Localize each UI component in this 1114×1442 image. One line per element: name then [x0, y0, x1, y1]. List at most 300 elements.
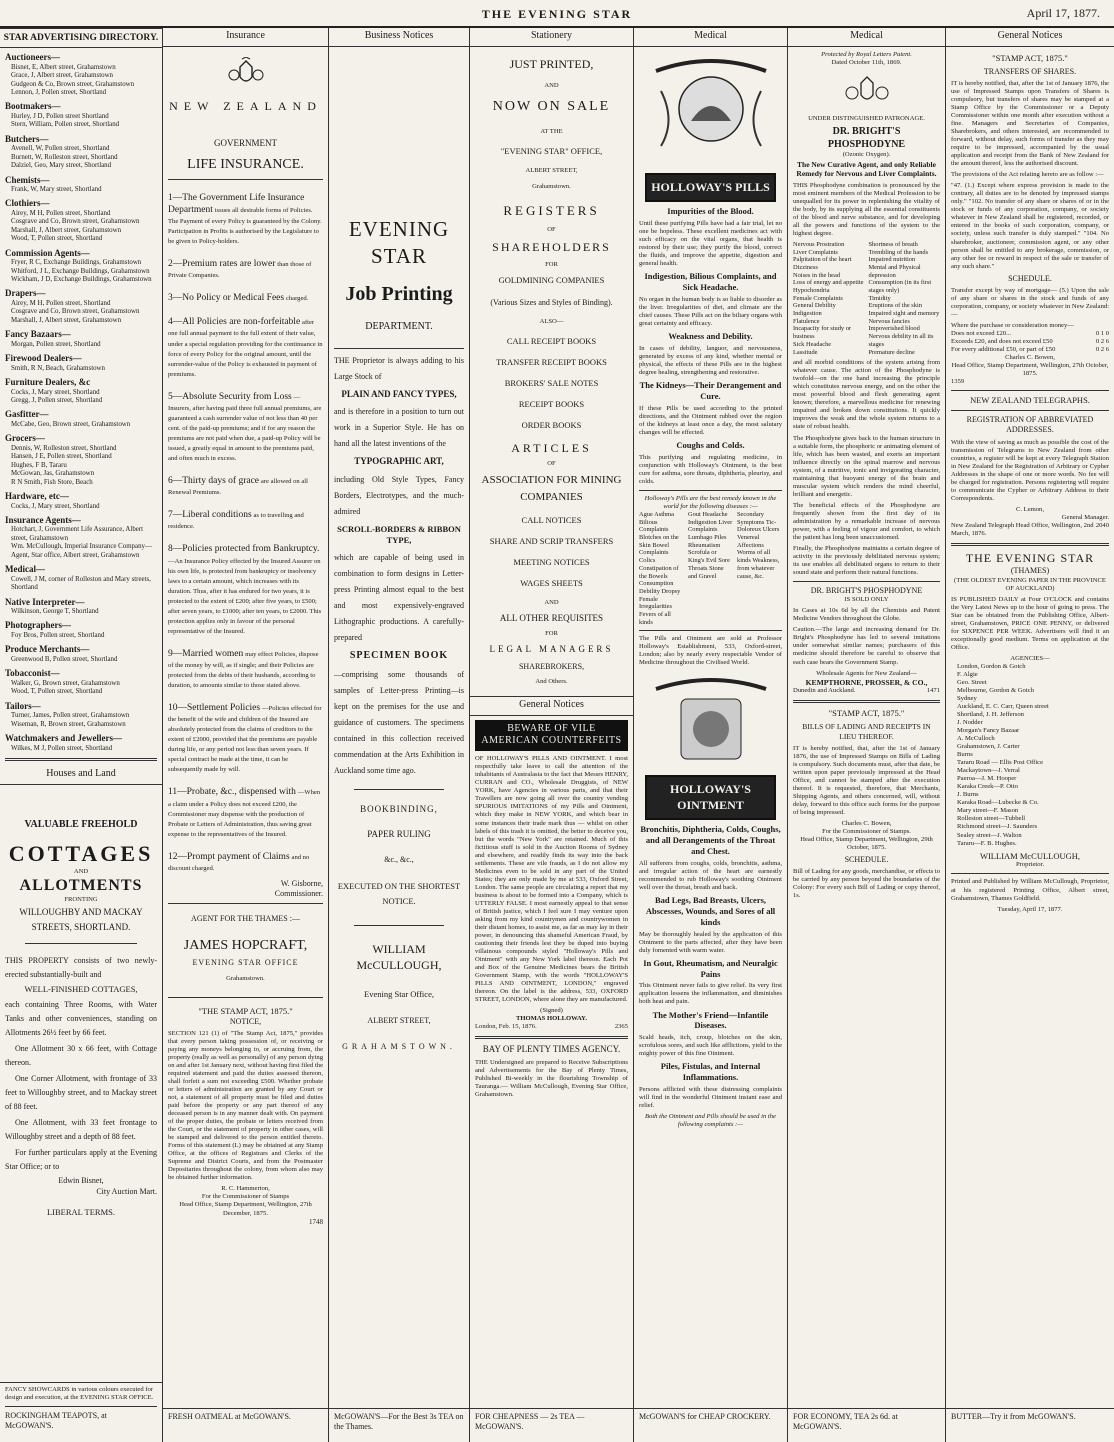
medical1-footer: [634, 1408, 787, 1442]
gn-office: Head Office, Stamp Department, Wellington, 27th October, 1875.: [951, 362, 1109, 378]
insurance-item-title: 9—Married women: [168, 648, 244, 659]
directory-category: Watchmakers and Jewellers—: [5, 733, 122, 744]
st-grahamstown: Grahamstown.: [532, 183, 571, 191]
holloway-number: 2365: [614, 1023, 628, 1031]
stamp-number: 1748: [309, 1217, 323, 1226]
symptom-item: Shortness of breath: [868, 240, 918, 248]
kidneys-body: If these Pills be used according to the printed directions, and the Ointment rubbed over the region of the kidneys at least once a day, the most salutary changes will be effected.: [639, 404, 782, 436]
symptom-item: Nervous Prostration: [793, 240, 845, 248]
gn-number: 1359: [951, 378, 965, 386]
directory-category: Bootmakers—: [5, 101, 61, 112]
masthead-title: THE EVENING STAR: [481, 7, 633, 21]
now-on-sale: NOW ON SALE: [492, 99, 611, 115]
directory-entry: Wilkinson, George T, Shortland: [11, 608, 99, 616]
valuable-heading: VALUABLE FREEHOLD: [24, 818, 138, 830]
es-title: THE EVENING STAR: [965, 550, 1095, 565]
st-eso: "EVENING STAR" OFFICE,: [500, 146, 603, 157]
property-text-2: each containing Three Rooms, with Water Tanks and other conveniences, standing on Allotments 26½ feet by 66 feet.: [5, 1000, 157, 1037]
symptom-item: Eruptions of the skin: [868, 302, 922, 310]
thames-label: (THAMES): [1010, 566, 1050, 576]
holloway-pills-emblem-icon: [641, 51, 781, 171]
st-for-2: FOR: [545, 630, 558, 638]
both-caption: Both the Ointment and Pills should be used in the following complaints :—: [645, 1113, 776, 1129]
agency-item: Karaka Creek—P. Otto: [957, 783, 1018, 791]
business-albert: ALBERT STREET,: [367, 1015, 431, 1025]
general-column: [946, 28, 1114, 1442]
insurance-item-text: after one full annual payment to the full extent of their value, under a special regulation providing for the continuance in force of every Policy for the original amount, until the surrender-value of the Policy is exhausted in payment of premiums.: [168, 319, 323, 378]
bookbinding: BOOKBINDING,: [360, 803, 438, 814]
st-and-1: AND: [544, 82, 559, 90]
directory-category: Commission Agents—: [5, 247, 90, 258]
footer-ad-tea: McGOWAN'S—For the Best 3s TEA on the Thames.: [334, 1412, 464, 1431]
directory-category: Medical—: [5, 564, 45, 575]
stationery-list-2: [475, 515, 628, 589]
hammerton-role: For the Commissioner of Stamps: [201, 1193, 290, 1201]
directory-entry: Gregg, J, Pollen street, Shortland: [11, 397, 103, 405]
specimen-text: —comprising some thousands of samples of Letter-press Printing—is kept on the premises for the use and guidance of customers. The specimens contained in this collection received commendation at the Arts Exhibition in Auckland some time ago.: [334, 669, 464, 775]
insurance-item-title: 10—Settlement Policies: [168, 703, 261, 714]
diseases-col-3: Secondary Symptoms Tic-Doloreux Ulcers Venereal Affections Worms of all kinds Weakness, from whatever cause, &c.: [737, 511, 780, 580]
gn-stamp-act: "STAMP ACT, 1875.": [992, 52, 1068, 63]
registration-body: With the view of saving as much as possible the cost of the transmission of Telegrams to New Zealand from other countries, a register will be kept at every Telegraph Station in New Zealand for the Registration of Arbitrary or Cypher Addresses in the shape of one or more words. No fee will be charged for registration. Persons registering will require to communicate the Cypher or Arbitrary Address to their Correspondents.: [951, 438, 1109, 502]
agency-item: F. Algie: [957, 670, 978, 678]
insurance-item: [168, 292, 323, 304]
agency-item: Shortland, J. H. Jefferson: [957, 711, 1024, 719]
impurities-heading: Impurities of the Blood.: [667, 206, 754, 217]
kempthorne-number: 1471: [926, 687, 940, 695]
stationery-list-item: CALL NOTICES: [521, 515, 582, 526]
directory-entry: Foy Bros, Pollen street, Shortland: [11, 631, 105, 639]
price-text: In Cases at 10s 6d by all the Chemists and Patent Medicine Vendors throughout the Globe.: [793, 607, 940, 623]
st-and-2: AND: [544, 598, 559, 606]
symptom-item: Flatulence: [793, 317, 820, 325]
symptom-item: Premature decline: [868, 348, 915, 356]
directory-category: Furniture Dealers, &c: [5, 377, 91, 388]
stationery-list-item: ORDER BOOKS: [521, 419, 582, 430]
symptoms-col-1: [793, 241, 865, 356]
department-heading: DEPARTMENT.: [365, 321, 433, 333]
insurance-item-text: than those of Private Companies.: [168, 260, 312, 280]
stationery-list-item: MEETING NOTICES: [513, 556, 590, 567]
agency-item: Auckland, E. C. Carr, Queen street: [957, 703, 1049, 711]
phos-body-2: and all morbid conditions of the system arising from whatever cause. The action of the Phosphodyne is twofold—on the one hand increasing the principle which constitutes nervous energy, and on the other the most powerful blood and flesh generating agent known; therefore, a marvellous medicine for renewing impaired and broken down constitutions. It quickly improves the weak and the whole system returns to a state of robust health.: [793, 359, 940, 431]
royal-crest-icon: [842, 71, 892, 111]
symptom-item: Timidity: [868, 294, 891, 302]
diseases-col-2: Gout Headache Indigestion Liver Complaints Lumbago Piles Rheumatism Scrofula or King's Evil Sore Throats Stone and Gravel: [688, 511, 733, 580]
property-text: THIS PROPERTY consists of two newly-erected substantially-built and: [5, 956, 157, 979]
gn-schedule: SCHEDULE.: [1008, 273, 1052, 283]
directory-category: Chemists—: [5, 174, 50, 185]
other-requisites: ALL OTHER REQUISITES: [499, 612, 604, 623]
protected-label: Protected by Royal Letters Patent.: [821, 50, 912, 58]
sold-only: IS SOLD ONLY: [844, 596, 889, 604]
job-printing-heading: Job Printing: [345, 282, 453, 305]
symptom-item: Hypochondria: [793, 287, 830, 295]
holloways-ointment-banner: HOLLOWAY'S OINTMENT: [645, 775, 776, 820]
directory-entry: Wm. McCullough, Imperial Insurance Company—Agent, Star office, Albert street, Grahamstown: [11, 543, 152, 559]
dated-label: Dated October 11th, 1869.: [831, 58, 902, 66]
insurance-item-text: charged.: [285, 295, 309, 303]
directory-entry: Greenwood B, Pollen street, Shortland: [11, 655, 118, 663]
bronchitis-body: All sufferers from coughs, colds, bronchitis, asthma, and irregular action of the heart are earnestly recommended to rub Holloway's soothing Ointment well over the throat, breath and back.: [639, 859, 782, 891]
insurance-column: [163, 28, 329, 1442]
fronting-label: FRONTING: [64, 896, 98, 904]
columns: [0, 28, 1114, 1442]
registration-heading: REGISTRATION OF ABBREVIATED ADDRESSES.: [966, 415, 1094, 435]
bronchitis-heading: Bronchitis, Diphtheria, Colds, Coughs, and all Derangements of the Throat and Chest.: [640, 824, 781, 856]
mccullough-name: WILLIAM McCULLOUGH,: [356, 942, 442, 972]
insurance-item: [168, 316, 323, 378]
insurance-item-text: —Policies effected for the benefit of the wife and children of the Insured are absolutely protected from the claims of creditors to the extent of £2000, provided that the premiums are payable during life, or any period not less than seven years. If special contract be made at the time, it can be subsequently made by will.: [168, 705, 322, 774]
insurance-item: [168, 786, 323, 838]
agent-label: AGENT FOR THE THAMES :—: [191, 914, 300, 924]
business-grahamstown: GRAHAMSTOWN.: [342, 1042, 456, 1052]
insurance-item: [168, 475, 323, 497]
directory-category: Native Interpreter—: [5, 596, 85, 607]
agency-item: Sealey street—J. Walton: [957, 831, 1022, 839]
business-eso: Evening Star Office,: [364, 989, 434, 1000]
transfers-body-1: IT is hereby notified, that, after the 1st of January 1876, the use of Impressed Stamps upon Transfers of Shares is compulsory, but transfers of shares may be stamped at a Stamp Office by the Commissioner or a Deputy Commissioner within one month after execution without a fine. Managers and Secretaries of Companies, Sharebrokers, and others interested, are recommended to forward, without delay, such forms of transfer as they may require to be impressed, accompanied by the usual application and receipt from the Bank of New Zealand for the amount thereof, less the authorised discount.: [951, 79, 1109, 168]
allotments-heading: ALLOTMENTS: [19, 876, 143, 894]
directory-category: Gasfitter—: [5, 409, 49, 420]
directory-footer: [0, 1382, 162, 1442]
insurance-item-text: —When a claim under a Policy does not exceed £200, the Commissioner may dispense with the production of Probate or Letters of Administration, thus saving great expense to the representatives of the Insured.: [168, 789, 321, 838]
shareholders-heading: SHAREHOLDERS: [492, 239, 611, 254]
impurities-body: Until these purifying Pills have had a fair trial, let no one be hopeless. These excellent medicines act with such efficacy on the vital organs, that health is restored by their use; they purify the blood, correct the fluids, and improve the appetite, digestion and general health.: [639, 220, 782, 268]
agency-item: Paeroa—J. M. Hooper: [957, 775, 1017, 783]
paper-ruling: PAPER RULING: [367, 829, 431, 840]
remedy-caption: Holloway's Pills are the best remedy known in the world for the following diseases :—: [644, 494, 777, 510]
piles-heading: Piles, Fistulas, and Internal Inflammations.: [660, 1061, 761, 1083]
insurance-item-title: 8—Policies protected from Bankruptcy.: [168, 544, 320, 555]
directory-entry: Hotchart, J, Government Life Assurance, Albert street, Grahamstown: [11, 526, 144, 542]
fee-label: For every additional £50, or part of £50: [951, 346, 1056, 354]
agents-label: Wholesale Agents for New Zealand—: [816, 669, 917, 677]
directory-entry: Whitford, J L, Exchange Buildings, Grahamstown: [11, 267, 150, 275]
where-label: Where the purchase or consideration money—: [951, 321, 1074, 329]
directory-entry: Grace, J, Albert street, Grahamstown: [11, 72, 113, 80]
agencies-list: [951, 663, 1109, 848]
property-text-4: One Corner Allotment, with frontage of 33 feet to Willoughby street, and to Mackay street of 88 feet.: [5, 1074, 157, 1111]
directory-entry: Walker, G, Brown street, Grahamstown: [11, 679, 120, 687]
stationery-list-item: CALL RECEIPT BOOKS: [506, 336, 597, 347]
agency-item: Geo. Street: [957, 678, 987, 686]
diseases-col-1: Ague Asthma Bilious Complaints Blotches on the Skin Bowel Complaints Colics Constipation of the Bowels Consumption Debility Dropsy Female Irregularities Fevers of all kinds: [639, 511, 681, 626]
notice-label: NOTICE,: [229, 1016, 262, 1026]
directory-category: Photographers—: [5, 620, 71, 631]
holloway-notice: OF HOLLOWAY'S PILLS AND OINTMENT. I most respectfully take leave to call the attention of the inhabitants of Australasia to the fact that Messrs HENRY, CURRAN and CO., Wholesale Druggists, of NEW YORK, have Agencies in various parts, and that their Travellers are now going all over the country vending SPURIOUS IMITATIONS of my Pills and Ointment, which they make in NEW YORK, and which bear in some instances their trade mark thus — whilst on other labels of this trash it is omitted, the better to deceive you, but the words "New York" are retained. Much of this fictitious stuff is sold in the Auction Rooms of Sydney and elsewhere, and readily finds its way into the back settlements. These are vile frauds, as I do not allow my Medicines even to be sold in any part of the United States; they are only made by me at 533, Oxford Street, London. The same people are circulating a report that my business is about to be formed into a Company, which is UTTERLY FALSE. I most earnestly appeal to that sense of British justice, which I feel sure I may venture upon asking from my kind countrymen and countrywomen in their distant homes, to assist me, as far as may lay in their power, in denouncing this shameful American Fraud, by cautioning their friends lest they be duped into buying villainous compounds styled "Holloway's Pills and Ointment" with any New York label thereon. Each Pot and Box of the Genuine Medicines bears the British Government Stamp, with the words "HOLLOWAY'S PILLS AND OINTMENT, LONDON," engraved thereon. On the label is the address, 533, OXFORD STREET, LONDON, where alone they are manufactured.: [475, 755, 628, 1004]
well-finished-label: WELL-FINISHED COTTAGES,: [24, 984, 138, 995]
directory-list: [5, 52, 157, 753]
at-the: AT THE: [540, 128, 563, 136]
streets-line-2: STREETS, SHORTLAND.: [31, 921, 131, 932]
directory-entry: Stern, William, Pollen street, Shortland: [11, 121, 120, 129]
directory-category: Drapers—: [5, 288, 46, 299]
insurance-item-title: 11—Probate, &c., dispensed with: [168, 787, 296, 798]
medical2-footer: [788, 1408, 945, 1442]
symptom-item: Noises in the head: [793, 271, 841, 279]
streets-line-1: WILLOUGHBY AND MACKAY: [19, 907, 143, 918]
nz-heading: NEW ZEALAND: [169, 98, 322, 113]
symptoms-table: [793, 241, 940, 356]
bills-heading: BILLS OF LADING AND RECEIPTS IN LIEU THEREOF.: [802, 722, 931, 741]
stamp-act-2: "STAMP ACT, 1875.": [828, 708, 905, 719]
symptom-item: Dizziness: [793, 263, 818, 271]
directory-category: Fancy Bazaars—: [5, 329, 71, 340]
medical-header-1: Medical: [634, 28, 787, 47]
coughs-body: This purifying and regulating medicine, in conjunction with Holloway's Ointment, is the best cure for asthma, sore throats, diphtheria, pleurisy, and colds.: [639, 453, 782, 485]
insurance-item-text: —An Insurance Policy effected by the Insured Assurer on his own life, is protected from bankruptcy or insolvency laws to a certain amount, which increases with its duration. Thus, after it has endured for two years, it is protected to the extent of £200; after five years, to £500; after seven years, to £1000; after ten years, to £2000. This protection applies only in favour of the personal representative of the Insured.: [168, 557, 322, 635]
for-label: FOR: [545, 261, 558, 269]
agencies-heading: AGENCIES—: [1010, 654, 1050, 662]
footer-ad-cheapness: FOR CHEAPNESS — 2s TEA — McGOWAN'S.: [475, 1412, 585, 1431]
gn-mccullough: WILLIAM McCULLOUGH,: [979, 850, 1081, 861]
agency-item: J. Burns: [957, 791, 979, 799]
directory-category: Hardware, etc—: [5, 491, 69, 501]
printed-by: Printed and Published by William McCullough, Proprietor, at his registered Printing Office, Albert street, Grahamstown, Thames Goldfield.: [951, 878, 1109, 902]
agency-item: Burns: [957, 751, 973, 759]
directory-entry: Airey, M H, Pollen street, Shortland: [11, 299, 111, 307]
insurance-footer: [163, 1408, 328, 1442]
insurance-item: [168, 258, 323, 280]
directory-entry: Cocks, J, Mary street, Shortland: [11, 502, 100, 510]
directory-category: Produce Merchants—: [5, 644, 90, 655]
directory-category: Clothiers—: [5, 198, 50, 209]
directory-entry: Wickham, J D, Exchange Buildings, Grahamstown: [11, 276, 152, 283]
hammerton-sig: R. C. Hammerton,: [221, 1185, 270, 1193]
gn-schedule-body: Transfer except by way of mortgage— (5.) Upon the sale of any share or shares in the stock and funds of any corporation, company, or society whatever in New Zealand:—: [951, 286, 1109, 318]
agency-item: Tararu—F. B. Hughes.: [957, 839, 1017, 847]
bop-body: THE Undersigned are prepared to Receive Subscriptions and Advertisements for the Bay of Plenty Times, Published Bi-weekly in the flourishing Township of Tauranga.— William McCullough, Evening Star Office, Grahamstown.: [475, 1058, 628, 1098]
business-footer: [329, 1408, 469, 1442]
directory-entry: Wood, T, Pollen street, Shortland: [11, 688, 103, 696]
phos-body-3: The Phosphodyne gives back to the human structure in a suitable form, the phosphoric or animating element of life, which has been wasted, and exerts an important influence directly on the spinal marrow and nervous system, of a nutritive, tonic and invigorating character, maintaining that buoyant energy of the brain and muscular system which renders the mind cheerful, brilliant and energetic.: [793, 434, 940, 498]
footer-ad-teapots: ROCKINGHAM TEAPOTS, at McGOWAN'S.: [5, 1411, 107, 1430]
insurance-item-title: 2—Premium rates are lower: [168, 258, 276, 269]
footer-ad-crockery: McGOWAN'S for CHEAP CROCKERY.: [639, 1412, 771, 1421]
commissioner-role: Commissioner.: [274, 889, 323, 899]
insurance-item-text: are allowed on all Renewal Premiums.: [168, 477, 308, 497]
fee-amount: 0 2 6: [1095, 338, 1109, 346]
auction-mart: City Auction Mart.: [96, 1186, 157, 1196]
directory-entry: Smith, R N, Beach, Grahamstown: [11, 364, 105, 372]
houses-header: Houses and Land: [0, 766, 162, 785]
phosphodyne-heading: DR. BRIGHT'S PHOSPHODYNE: [827, 125, 906, 150]
symptom-item: Nervous debility in all its stages: [868, 333, 934, 348]
holloway-date: London, Feb. 15, 1876.: [475, 1023, 537, 1031]
fee-row: [951, 346, 1109, 354]
agency-item: A. McCulloch: [957, 735, 995, 743]
directory-entry: Wiseman, R, Brown street, Grahamstown: [11, 720, 126, 728]
masthead: [0, 0, 1114, 28]
symptom-item: Indigestion: [793, 310, 822, 318]
also-label: ALSO—: [539, 318, 564, 326]
property-text-6: For further particulars apply at the Evening Star Office; or to: [5, 1148, 157, 1171]
bills-schedule-body: Bill of Lading for any goods, merchandise, or effects to be carried by any person beyond the boundaries of the Colony: For every such Bill of Lading or copy thereof, 1s.: [793, 868, 940, 900]
registers-heading: REGISTERS: [503, 203, 600, 219]
insurance-item-text: as to travelling and residence.: [168, 512, 304, 531]
beware-line-2: AMERICAN COUNTERFEITS: [481, 735, 622, 747]
directory-category: Tailors—: [5, 700, 41, 711]
medical-header-2: Medical: [788, 28, 945, 47]
diseases-table: [639, 511, 782, 626]
stationery-list-item: TRANSFER RECEIPT BOOKS: [496, 357, 607, 368]
evening-star-heading: EVENING STAR: [348, 216, 450, 268]
insurance-items: [168, 192, 323, 873]
directory-category: Grocers—: [5, 433, 45, 444]
coat-of-arms-icon: [226, 57, 266, 89]
specimen-book: SPECIMEN BOOK: [349, 649, 449, 661]
bad-legs-body: May be thoroughly healed by the application of this Ointment to the parts affected, after they have been duly fomented with warm water.: [639, 930, 782, 954]
insurance-item: [168, 391, 323, 463]
directory-entry: Marshall, J, Albert street, Grahamstown: [11, 226, 122, 234]
kidneys-heading: The Kidneys—Their Derangement and Cure.: [639, 380, 782, 401]
directory-entry: Airey, M H, Pollen street, Shortland: [11, 209, 111, 217]
directory-category: Butchers—: [5, 133, 49, 144]
directory-entry: Hurley, J D, Pollen street Shortland: [11, 112, 109, 120]
directory-entry: Fryer, R C, Exchange Buildings, Grahamstown: [11, 259, 142, 267]
liberal-terms: LIBERAL TERMS.: [46, 1206, 115, 1217]
life-insurance-heading: LIFE INSURANCE.: [168, 156, 323, 180]
insurance-item: [168, 192, 323, 246]
agency-item: Karaka Road—Lubecke & Co.: [957, 799, 1039, 807]
agency-item: Mary street—F. Mason: [957, 807, 1019, 815]
property-text-5: One Allotment, with 33 feet frontage to Willoughby street and a depth of 88 feet.: [5, 1118, 157, 1141]
property-text-3: One Allotment 30 x 66 feet, with Cottage thereon.: [5, 1044, 157, 1067]
insurance-item-title: 4—All Policies are non-forfeitable: [168, 317, 301, 328]
insurance-item: [168, 851, 323, 873]
st-albert: ALBERT STREET,: [525, 167, 578, 174]
directory-category: Insurance Agents—: [5, 514, 81, 525]
directory-entry: Gudgeon & Co, Brown street, Grahamstown: [11, 80, 135, 88]
symptom-item: Impoverished blood: [868, 325, 920, 333]
issue-date: Tuesday, April 17, 1877.: [997, 905, 1063, 913]
bop-heading: BAY OF PLENTY TIMES AGENCY.: [482, 1044, 621, 1055]
symptom-item: General Debility: [793, 302, 836, 310]
directory-entry: Cocks, J, Mary street, Shortland: [11, 388, 100, 396]
directory-entry: Wilkes, M J, Pollen street, Shortland: [11, 744, 113, 752]
plain-types: PLAIN AND FANCY TYPES,: [341, 388, 457, 399]
insurance-item-title: 12—Prompt payment of Claims: [168, 851, 290, 862]
gisborne-signature: W. Gisborne,: [280, 878, 323, 888]
association-heading: ASSOCIATION FOR MINING COMPANIES: [481, 474, 622, 503]
weakness-body: In cases of debility, languor, and nervousness, generated by excess of any kind, whether mental or physical, the effects of these Pills are in the highest degree healing, strengthening and restorative.: [639, 344, 782, 377]
beware-banner: [475, 720, 628, 752]
fee-amount: 0 2 6: [1095, 346, 1109, 354]
directory-category: Tobacconist—: [5, 668, 60, 679]
footer-ad-oatmeal: FRESH OATMEAL at McGOWAN'S.: [168, 1412, 291, 1421]
sold-heading: DR. BRIGHT'S PHOSPHODYNE: [810, 586, 923, 596]
goldmining: GOLDMINING COMPANIES: [498, 275, 605, 286]
fee-row: [951, 338, 1109, 346]
transfers-body-2: The provisions of the Act relating hereto are as follow :—: [951, 171, 1104, 179]
medical-column-2: [788, 28, 946, 1442]
directory-entry: Lennon, J, Pollen street, Shortland: [11, 88, 107, 96]
stationery-list-item: WAGES SHEETS: [520, 577, 583, 588]
stationery-column: [470, 28, 634, 1442]
insurance-item: [168, 702, 323, 774]
symptom-item: Female Complaints: [793, 294, 843, 302]
tele-office: New Zealand Telegraph Head Office, Wellington, 2nd March, 1876.: [951, 521, 1094, 537]
bisnet-signature: Edwin Bisnet,: [58, 1176, 104, 1186]
footer-ad-butter: BUTTER—Try it from McGOWAN'S.: [951, 1412, 1076, 1421]
published-body: IS PUBLISHED DAILY at Four O'CLOCK and contains the Very Latest News up to the hour of going to press. The Star can be obtained from the Publishing Office, Albert-street, Grahamstown, PRICE ONE PENNY, or delivered for SIXPENCE PER WEEK. Advertisers will find it an exceptionally good medium. Terms on application at the Office.: [951, 595, 1109, 651]
gov-heading: GOVERNMENT: [214, 138, 277, 149]
symptom-item: Liver Complaints: [793, 248, 838, 256]
cottages-heading: COTTAGES: [8, 840, 154, 866]
directory-entry: Dennis, W, Rolleston street, Shortland: [11, 444, 117, 452]
medical-column-1: [634, 28, 788, 1442]
executed-label: EXECUTED ON THE SHORTEST NOTICE.: [337, 880, 461, 907]
beware-line-1: BEWARE OF VILE: [507, 722, 596, 734]
agency-item: Richmond street—J. Saunders: [957, 823, 1038, 831]
mothers-heading: The Mother's Friend—Infantile Diseases.: [652, 1009, 769, 1031]
directory-title: STAR ADVERTISING DIRECTORY.: [0, 28, 162, 48]
general-notices-subheader: General Notices: [470, 696, 633, 716]
directory-entry: Turner, James, Pollen street, Grahamstown: [11, 712, 130, 720]
gn-bowen: Charles C. Bowen,: [1005, 354, 1055, 362]
symptoms-col-2: [869, 241, 941, 356]
fees-table: [951, 330, 1109, 354]
stamp-act-title: "THE STAMP ACT, 1875.": [198, 1005, 293, 1016]
symptom-item: Sick Headache: [793, 340, 832, 348]
bills-schedule: SCHEDULE.: [844, 855, 889, 865]
insurance-item-text: issues all desirable forms of Policies. The Payment of every Policy is guaranteed by the Colony. Participation in Profits is authorised by the Legislature to be given to Policy-holders.: [168, 206, 322, 245]
gn-proprietor: Proprietor.: [1015, 861, 1045, 869]
telegraphs-heading: NEW ZEALAND TELEGRAPHS.: [970, 395, 1090, 406]
pills-sold: The Pills and Ointment are sold at Professor Holloway's Establishment, 533, Oxford-street, London; also by nearly every respectable Vendor of Medicine throughout the Civilised World.: [639, 635, 782, 667]
insurance-item-title: 6—Thirty days of grace: [168, 475, 260, 486]
symptom-item: Nervous fancies: [868, 317, 910, 325]
sizes: (Various Sizes and Styles of Binding).: [490, 297, 613, 307]
fee-amount: 0 1 0: [1095, 330, 1109, 338]
stationery-list-item: SHARE AND SCRIP TRANSFERS: [489, 535, 614, 546]
lemon-signature: C. Lemon,: [1015, 505, 1045, 513]
directory-entry: Burnett, W, Rolleston street, Shortland: [11, 153, 118, 161]
fee-row: [951, 330, 1109, 338]
proprietor-text: THE Proprietor is always adding to his Large Stock of: [334, 355, 464, 381]
and-label: AND: [73, 867, 89, 875]
agency-item: J. Nodder: [957, 719, 983, 727]
agency-item: Grahamstown, J. Carter: [957, 743, 1020, 751]
insurance-item-title: 1—The Government Life Insurance Department: [168, 192, 305, 215]
eso-label: EVENING STAR OFFICE: [192, 958, 299, 968]
types-text: including Old Style Types, Fancy Borders, Electrotypes, and the much-admired: [334, 474, 464, 516]
insurance-item-title: 5—Absolute Security from Loss: [168, 391, 292, 402]
insurance-header: Insurance: [163, 28, 328, 47]
weakness-heading: Weakness and Debility.: [668, 331, 753, 342]
directory-entry: McCabe, Geo, Brown street, Grahamstown: [11, 420, 131, 428]
position-text: and is therefore in a position to turn out work in a Superior Style. He has on hand all the latest inventions of the: [334, 407, 464, 449]
agency-item: Mackaytown—J. Verral: [957, 767, 1020, 775]
holloway-ointment-emblem-icon: [641, 671, 781, 771]
transfers-heading: TRANSFERS OF SHARES.: [983, 66, 1077, 76]
bills-bowen: Charles C. Bowen,: [841, 819, 892, 827]
agency-item: Sydney: [957, 694, 977, 702]
coughs-heading: Coughs and Colds.: [676, 439, 745, 450]
stationery-footer: [470, 1408, 633, 1442]
gout-body: This Ointment never fails to give relief. Its very first application lessens the inflammation, and diminishes both heat and pain.: [639, 982, 782, 1006]
caution-text: Caution.—The large and increasing demand for Dr. Bright's Phosphodyne has led to several imitations under somewhat similar names; purchasers of this medicine should therefore be careful to observe that each case bears the Government Stamp.: [793, 626, 940, 666]
dunedin-label: Dunedin and Auckland.: [793, 687, 856, 695]
agency-item: London, Gordon & Gotch: [957, 662, 1026, 670]
directory-entry: Morgan, Pollen street, Shortland: [11, 340, 101, 348]
directory-entry: Cosgrave and Co, Brown street, Grahamstown: [11, 218, 140, 226]
insurance-item: [168, 543, 323, 635]
bad-legs-heading: Bad Legs, Bad Breasts, Ulcers, Abscesses, Wounds, and Sores of all kinds: [645, 894, 776, 927]
directory-category: Auctioneers—: [5, 52, 60, 63]
stationery-header: Stationery: [470, 28, 633, 47]
